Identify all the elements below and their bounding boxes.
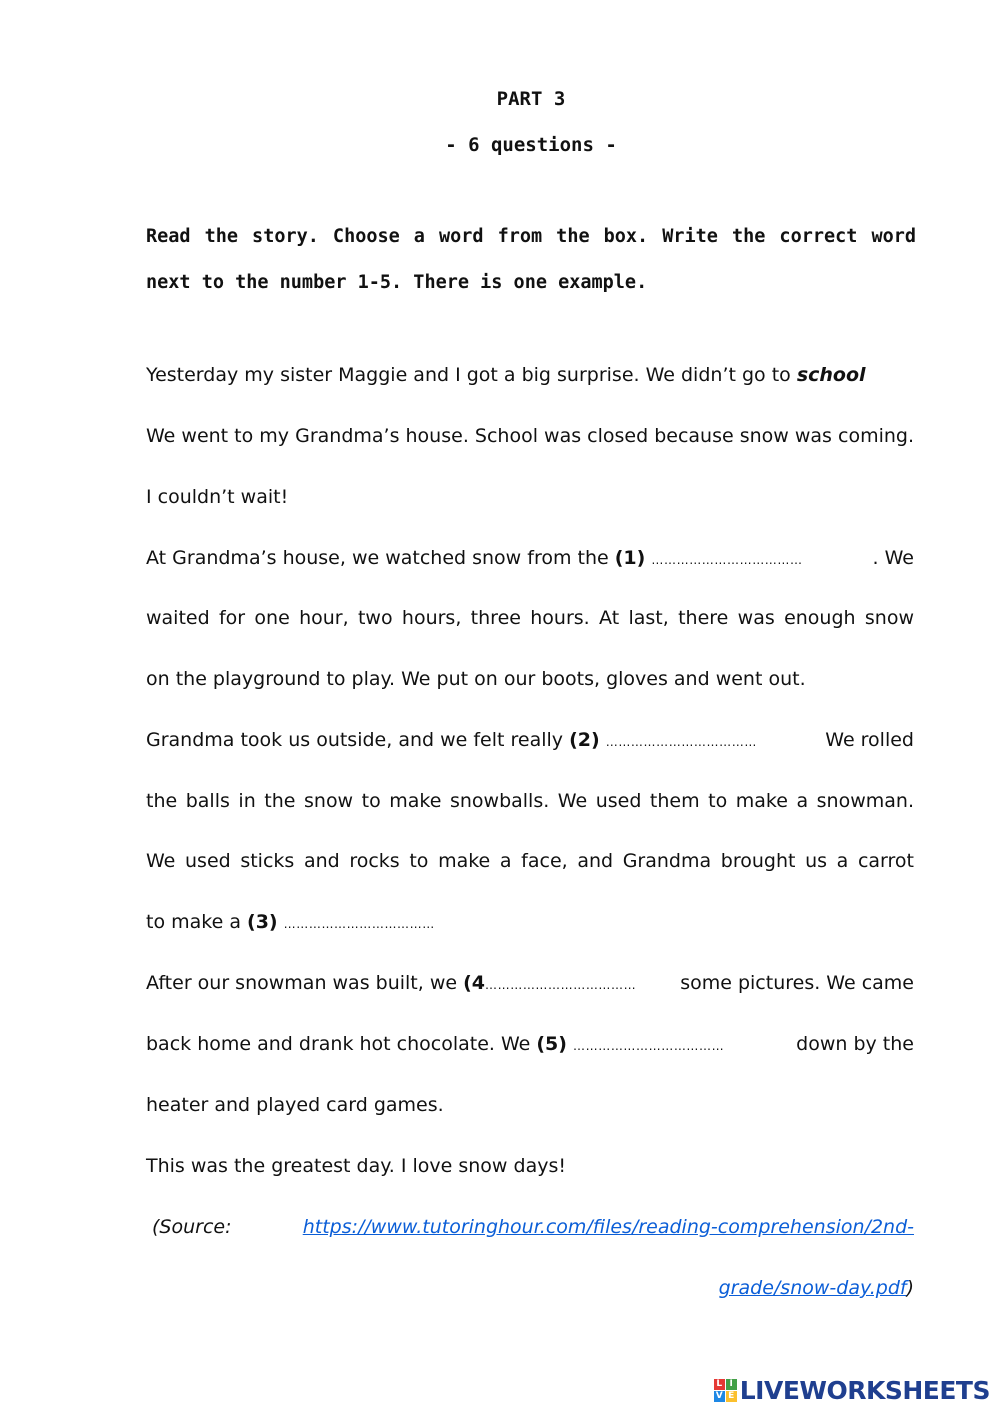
question-number-1: (1) (614, 547, 646, 569)
answer-blank-5[interactable]: ……………………………… (573, 1039, 725, 1053)
source-suffix: ) (906, 1277, 914, 1299)
story-line-14: This was the greatest day. I love snow days! (146, 1155, 566, 1177)
story-line-13: heater and played card games. (146, 1094, 444, 1116)
story-line-11 (146, 970, 914, 998)
question-number-3: (3) (247, 911, 278, 933)
liveworksheets-logo[interactable] (714, 1375, 990, 1405)
part-title: PART 3 (496, 88, 566, 110)
story-line-9: We used sticks and rocks to make a face, and Grandma brought us a carrot (146, 850, 914, 872)
story-text: Grandma took us outside, and we felt really (146, 729, 570, 751)
story-line-7 (146, 727, 914, 755)
story-line-6: on the playground to play. We put on our boots, gloves and went out. (146, 668, 806, 690)
source-citation (152, 1214, 914, 1240)
story-line-2: We went to my Grandma’s house. School was closed because snow was coming. (146, 425, 914, 447)
logo-icon (714, 1379, 737, 1402)
story-line-10 (146, 909, 914, 937)
logo-letter: L (714, 1379, 725, 1390)
question-number-5: (5) (536, 1033, 567, 1055)
logo-text: LIVEWORKSHEETS (739, 1375, 990, 1405)
story-text: back home and drank hot chocolate. We (146, 1033, 537, 1055)
source-link-part-2[interactable]: grade/snow-day.pdf (718, 1277, 907, 1299)
answer-blank-2[interactable]: ……………………………… (605, 735, 757, 749)
answer-blank-4[interactable]: ……………………………… (485, 978, 637, 992)
story-line-3: I couldn’t wait! (146, 486, 289, 508)
source-citation-continued (146, 1275, 914, 1301)
logo-letter: I (726, 1379, 737, 1390)
answer-blank-1[interactable]: ……………………………… (651, 553, 803, 567)
part-subtitle: - 6 questions - (445, 134, 617, 156)
story-text: Yesterday my sister Maggie and I got a big surprise. We didn’t go to (146, 364, 797, 386)
question-number-4: (4 (463, 972, 486, 994)
story-line-8: the balls in the snow to make snowballs. We used them to make a snowman. (146, 790, 914, 812)
instruction-line-1: Read the story. Choose a word from the box. Write the correct word (146, 226, 916, 247)
instruction-line-2: next to the number 1-5. There is one example. (146, 272, 648, 293)
story-text: to make a (146, 911, 248, 933)
story-text: some pictures. We came (680, 972, 914, 994)
story-text: down by the (796, 1033, 914, 1055)
source-prefix: (Source: (152, 1216, 303, 1238)
source-link-part-1[interactable]: https://www.tutoringhour.com/files/reading-comprehension/2nd- (302, 1216, 914, 1238)
story-text: We rolled (825, 729, 914, 751)
example-answer: school (796, 364, 866, 386)
question-number-2: (2) (569, 729, 600, 751)
logo-letter: E (726, 1391, 737, 1402)
story-text: . We (872, 547, 914, 569)
story-line-4 (146, 545, 914, 573)
story-text: After our snowman was built, we (146, 972, 464, 994)
answer-blank-3[interactable]: ……………………………… (283, 917, 435, 931)
logo-letter: V (714, 1391, 725, 1402)
story-line-12 (146, 1031, 914, 1059)
story-line-5: waited for one hour, two hours, three hours. At last, there was enough snow (146, 607, 914, 629)
story-text: At Grandma’s house, we watched snow from the (146, 547, 615, 569)
story-line-1 (146, 362, 914, 388)
